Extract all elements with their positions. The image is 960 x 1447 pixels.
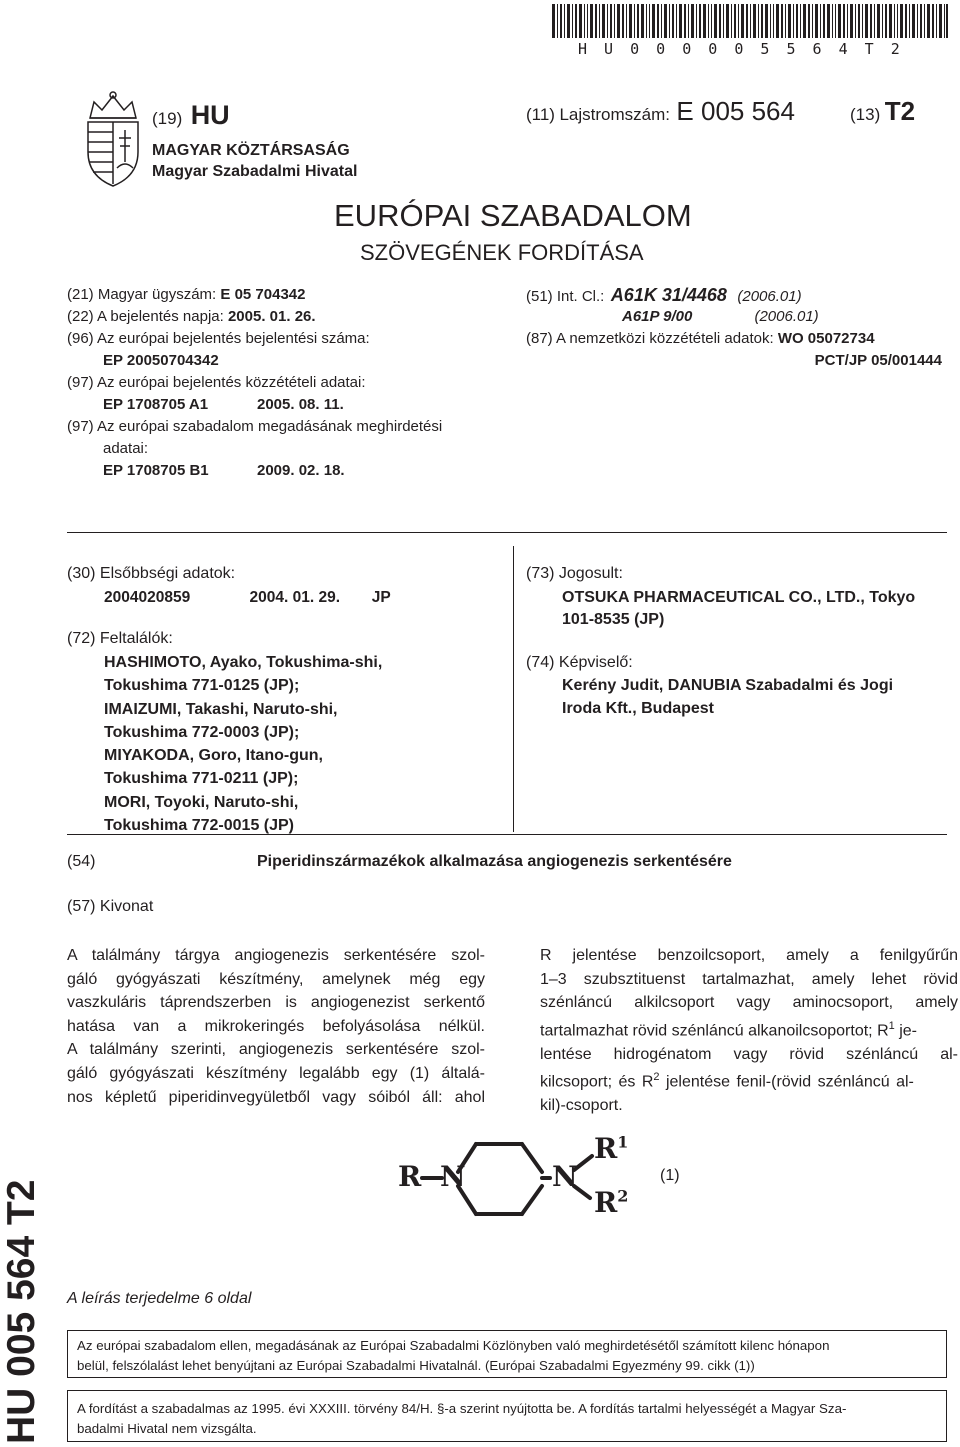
side-identifier	[0, 1144, 44, 1444]
ipc-class-1: A61K 31/4468	[610, 285, 727, 305]
abstract-line: nos képletű piperidinvegyületből vagy sóiból áll: ahol	[67, 1088, 485, 1106]
registration-field	[526, 96, 795, 127]
field-97b-label: (97) Az európai szabadalom megadásának meghirdetési	[67, 418, 443, 435]
pages-note: A leírás terjedelme 6 oldal	[67, 1290, 252, 1307]
kind: T2	[884, 96, 916, 126]
field-87: (87) A nemzetközi közzétételi adatok: WO 05072734	[526, 330, 875, 347]
abstract-line: tartalmazhat rövid szénláncú alkanoilcsoportot; $R^1$ je-	[540, 1019, 917, 1040]
inventor-line: Tokushima 772-0003 (JP);	[104, 723, 300, 741]
representative-line2: Iroda Kft., Budapest	[562, 700, 715, 717]
abstract-line: 1–3 szubsztituenst tartalmazhat, amely lehet rövid	[540, 970, 958, 988]
document-subtitle: SZÖVEGÉNEK FORDÍTÁSA	[360, 240, 644, 265]
formula-label: (1)	[660, 1167, 680, 1184]
abstract-left-column	[67, 944, 485, 1109]
abstract-line: gáló gyógyászati készítmény, amelynek még egy	[67, 970, 485, 988]
barcode	[552, 4, 948, 38]
inventors-list	[104, 651, 382, 837]
inventors-label: (72) Feltalálók:	[67, 630, 173, 647]
proprietor-label: (73) Jogosult:	[526, 565, 623, 582]
abstract-line: szénláncú alkilcsoport vagy aminocsoport, amely	[540, 994, 958, 1012]
atom-n-amine: N	[552, 1160, 578, 1193]
field-96-label: (96) Az európai bejelentés bejelentési száma:	[67, 330, 370, 347]
country-field	[152, 100, 230, 131]
priority-value: 2004020859 2004. 01. 29. JP	[104, 589, 391, 606]
ipc-class-2: A61P 9/00	[622, 308, 693, 325]
atom-n-ring: N	[440, 1160, 466, 1193]
registration-code: (11)	[526, 105, 555, 124]
title-code: (54)	[67, 853, 96, 870]
side-identifier-text: HU 005 564 T2	[0, 1179, 43, 1444]
field-96-value: EP 20050704342	[103, 352, 219, 369]
representative-line1: Kerény Judit, DANUBIA Szabadalmi és Jogi	[562, 677, 894, 694]
country: HU	[190, 100, 230, 130]
atom-r2: $R^2$	[594, 1186, 629, 1219]
document-title: EURÓPAI SZABADALOM	[334, 198, 692, 233]
atom-r: R	[398, 1160, 422, 1193]
abstract-line: A találmány tárgya angiogenezis serkentésére szol-	[67, 947, 485, 964]
notice-translation: A fordítást a szabadalmas az 1995. évi XXXIII. törvény 84/H. §-a szerint nyújtotta be. A fordítás tartalmi helyességét a Magyar Sza- badalmi Hivatal nem vizsgálta.	[67, 1390, 947, 1442]
registration-label: Lajstromszám:	[559, 105, 670, 124]
inventor-line: Tokushima 772-0015 (JP)	[104, 817, 295, 835]
abstract-label: (57) Kivonat	[67, 898, 154, 915]
priority-label: (30) Elsőbbségi adatok:	[67, 565, 236, 582]
coat-of-arms-emblem	[80, 90, 146, 190]
office-subname: Magyar Szabadalmi Hivatal	[152, 163, 358, 180]
atom-r1: $R^1$	[594, 1132, 629, 1165]
inventor-line: HASHIMOTO, Ayako, Tokushima-shi,	[104, 654, 383, 671]
field-97b-value: EP 1708705 B1 2009. 02. 18.	[103, 462, 345, 479]
field-97a-label: (97) Az európai bejelentés közzétételi adatai:	[67, 374, 366, 391]
kind-code: (13)	[850, 105, 881, 124]
representative-label: (74) Képviselő:	[526, 654, 633, 671]
rule-top	[67, 532, 947, 533]
inventor-line: MORI, Toyoki, Naruto-shi,	[104, 793, 299, 811]
bibliographic-right	[526, 284, 946, 372]
abstract-line: hatása van a mikrokeringés befolyásolása nélkül.	[67, 1017, 485, 1035]
inventor-line: IMAIZUMI, Takashi, Naruto-shi,	[104, 700, 338, 718]
field-51-cont: A61P 9/00 (2006.01)	[526, 306, 946, 328]
registration-number: E 005 564	[676, 96, 795, 126]
abstract-right-column	[540, 944, 958, 1118]
field-97a-value: EP 1708705 A1 2005. 08. 11.	[103, 396, 344, 413]
bibliographic-left	[67, 284, 507, 482]
field-87-cont: PCT/JP 05/001444	[814, 352, 942, 369]
abstract-line: gáló gyógyászati készítmény legalább egy (1) általá-	[67, 1064, 485, 1082]
field-22: (22) A bejelentés napja: 2005. 01. 26.	[67, 308, 316, 325]
notice-opposition: Az európai szabadalom ellen, megadásának az Európai Szabadalmi Közlönyben való meghirdetésétől számított kilenc hónapon belül, felszólalást lehet benyújtani az Európai Szabadalmi Hivatalnál. (Európai Szabadalmi Egyezmény 99. cikk (1))	[67, 1330, 947, 1378]
abstract-line: kilcsoport; és $R^2$ jelentése fenil-(rövid szénláncú al-	[540, 1071, 914, 1091]
abstract-line: kil)-csoport.	[540, 1097, 623, 1115]
office-name: MAGYAR KÖZTÁRSASÁG	[152, 142, 350, 159]
field-51: (51) Int. Cl.: A61K 31/4468 (2006.01)	[526, 285, 802, 305]
proprietor-name: OTSUKA PHARMACEUTICAL CO., LTD.	[562, 589, 861, 606]
field-21: (21) Magyar ügyszám: E 05 704342	[67, 286, 306, 303]
abstract-line: vaszkuláris táprendszerben is angiogenezist serkentő	[67, 994, 485, 1012]
invention-title: Piperidinszármazékok alkalmazása angiogenezis serkentésére	[257, 853, 732, 870]
column-divider	[513, 546, 514, 832]
barcode-text: H U 0 0 0 0 0 5 5 6 4 T 2	[578, 40, 904, 58]
barcode-bars	[552, 4, 948, 38]
field-97b-label-cont: adatai:	[103, 440, 149, 457]
kind-field	[850, 96, 915, 127]
abstract-line: lentése hidrogénatom vagy rövid szénláncú al-	[540, 1045, 958, 1063]
inventor-line: Tokushima 771-0125 (JP);	[104, 677, 300, 695]
chemical-structure	[392, 1120, 652, 1232]
inventor-line: Tokushima 771-0211 (JP);	[104, 770, 299, 788]
proprietor-name-line: OTSUKA PHARMACEUTICAL CO., LTD., Tokyo	[562, 589, 916, 606]
abstract-line: A találmány szerinti, angiogenezis serkentésére szol-	[67, 1041, 485, 1059]
proprietor-address: 101-8535 (JP)	[562, 611, 665, 628]
inventor-line: MIYAKODA, Goro, Itano-gun,	[104, 747, 323, 765]
abstract-line: R jelentése benzoilcsoport, amely a fenilgyűrűn	[540, 947, 958, 964]
country-code: (19)	[152, 109, 183, 128]
